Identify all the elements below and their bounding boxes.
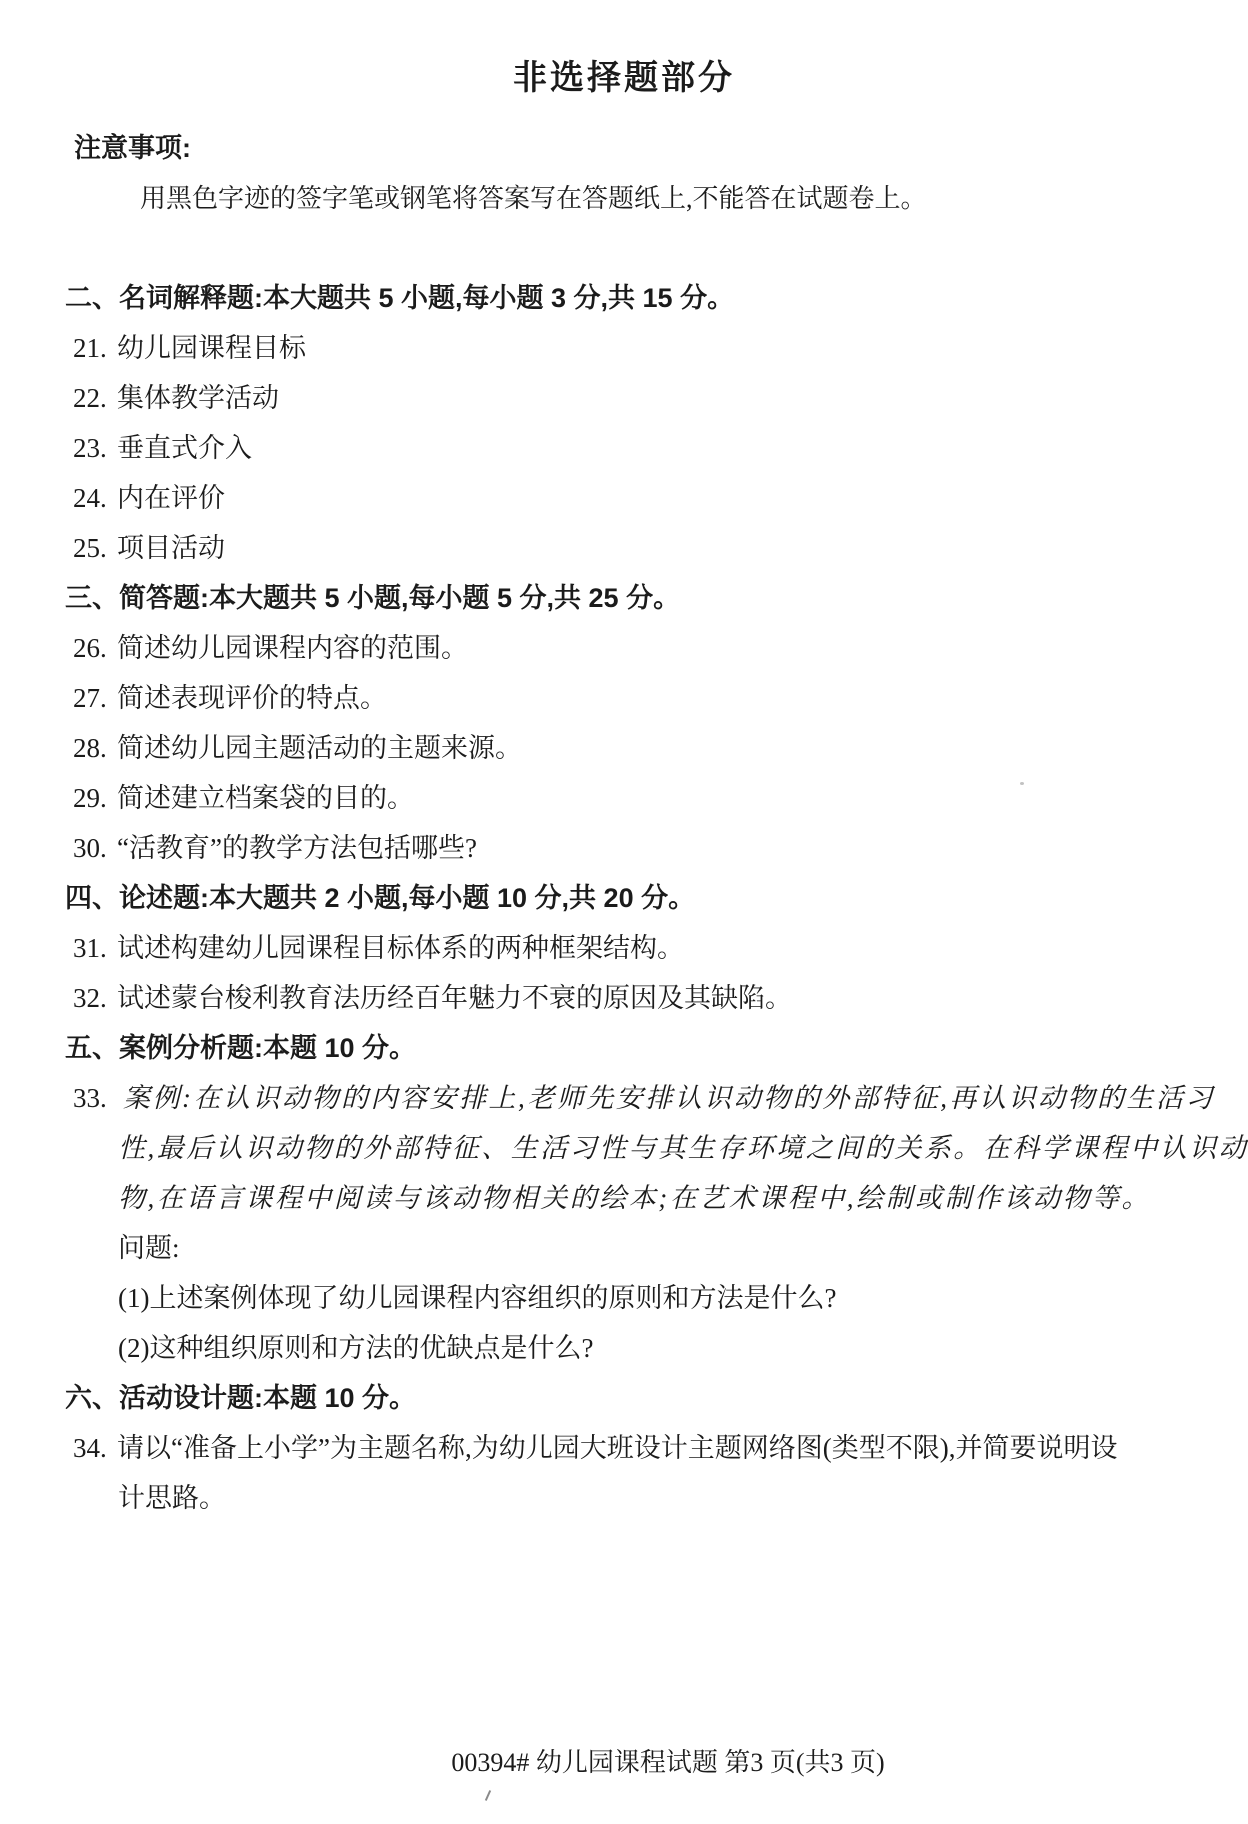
notice-text: 用黑色字迹的签字笔或钢笔将答案写在答题纸上,不能答在试题卷上。: [140, 184, 927, 213]
question-24-text: 内在评价: [117, 483, 225, 513]
question-25-text: 项目活动: [117, 533, 225, 563]
question-body: [65, 273, 1248, 1523]
page-footer: 00394# 幼儿园课程试题 第3 页(共3 页): [451, 1748, 885, 1777]
question-30: [65, 823, 1198, 873]
section-heading-2: 二、名词解释题:本大题共 5 小题,每小题 3 分,共 15 分。: [65, 283, 735, 313]
section-heading-3: 三、简答题:本大题共 5 小题,每小题 5 分,共 25 分。: [65, 583, 681, 613]
section-heading-6: 六、活动设计题:本题 10 分。: [65, 1383, 417, 1413]
question-22-number: 22.: [73, 383, 107, 413]
question-25-number: 25.: [73, 533, 107, 563]
question-33-subquestion-2: (2)这种组织原则和方法的优缺点是什么?: [118, 1333, 594, 1363]
question-26-number: 26.: [73, 633, 107, 663]
question-29-text: 简述建立档案袋的目的。: [117, 783, 414, 813]
question-33-problem-label: 问题:: [118, 1233, 180, 1263]
page-title: 非选择题部分: [513, 59, 735, 97]
question-33-line-2: 性,最后认识动物的外部特征、生活习性与其生存环境之间的关系。在科学课程中认识动: [118, 1133, 1248, 1163]
question-23: [65, 423, 1198, 473]
question-23-number: 23.: [73, 433, 107, 463]
question-27-text: 简述表现评价的特点。: [117, 683, 387, 713]
question-26-text: 简述幼儿园课程内容的范围。: [117, 633, 468, 663]
notice-heading: 注意事项:: [74, 133, 191, 163]
scan-artifact-speck: [1020, 782, 1024, 785]
question-31-number: 31.: [73, 933, 107, 963]
question-24: [65, 473, 1198, 523]
section-heading-4: 四、论述题:本大题共 2 小题,每小题 10 分,共 20 分。: [65, 883, 696, 913]
question-23-text: 垂直式介入: [117, 433, 252, 463]
question-28-number: 28.: [73, 733, 107, 763]
scan-artifact-tick: [485, 1790, 491, 1801]
question-34-line-1: [65, 1423, 1198, 1473]
question-27: [65, 673, 1198, 723]
question-27-number: 27.: [73, 683, 107, 713]
question-25: [65, 523, 1198, 573]
question-33-line-3: 物,在语言课程中阅读与该动物相关的绘本;在艺术课程中,绘制或制作该动物等。: [118, 1183, 1151, 1213]
question-21: [65, 323, 1198, 373]
question-34-text-1: 请以“准备上小学”为主题名称,为幼儿园大班设计主题网络图(类型不限),并简要说明设: [117, 1433, 1118, 1463]
question-28-text: 简述幼儿园主题活动的主题来源。: [117, 733, 522, 763]
question-24-number: 24.: [73, 483, 107, 513]
question-21-text: 幼儿园课程目标: [117, 333, 306, 363]
question-30-number: 30.: [73, 833, 107, 863]
question-32-text: 试述蒙台梭利教育法历经百年魅力不衰的原因及其缺陷。: [117, 983, 792, 1013]
question-33-subquestion-1: (1)上述案例体现了幼儿园课程内容组织的原则和方法是什么?: [118, 1283, 837, 1313]
question-21-number: 21.: [73, 333, 107, 363]
question-28: [65, 723, 1198, 773]
question-33-text-1: 案例:在认识动物的内容安排上,老师先安排认识动物的外部特征,再认识动物的生活习: [123, 1083, 1215, 1113]
section-heading-5: 五、案例分析题:本题 10 分。: [65, 1033, 417, 1063]
question-22: [65, 373, 1198, 423]
question-29: [65, 773, 1198, 823]
question-22-text: 集体教学活动: [117, 383, 279, 413]
question-30-text: “活教育”的教学方法包括哪些?: [117, 833, 477, 863]
question-33-number: 33.: [73, 1083, 107, 1113]
question-32-number: 32.: [73, 983, 107, 1013]
question-34-line-2: 计思路。: [118, 1483, 226, 1513]
question-33-line-1: [65, 1073, 1215, 1123]
question-32: [65, 973, 1198, 1023]
question-31-text: 试述构建幼儿园课程目标体系的两种框架结构。: [117, 933, 684, 963]
question-31: [65, 923, 1198, 973]
question-26: [65, 623, 1198, 673]
question-34-number: 34.: [73, 1433, 107, 1463]
question-29-number: 29.: [73, 783, 107, 813]
